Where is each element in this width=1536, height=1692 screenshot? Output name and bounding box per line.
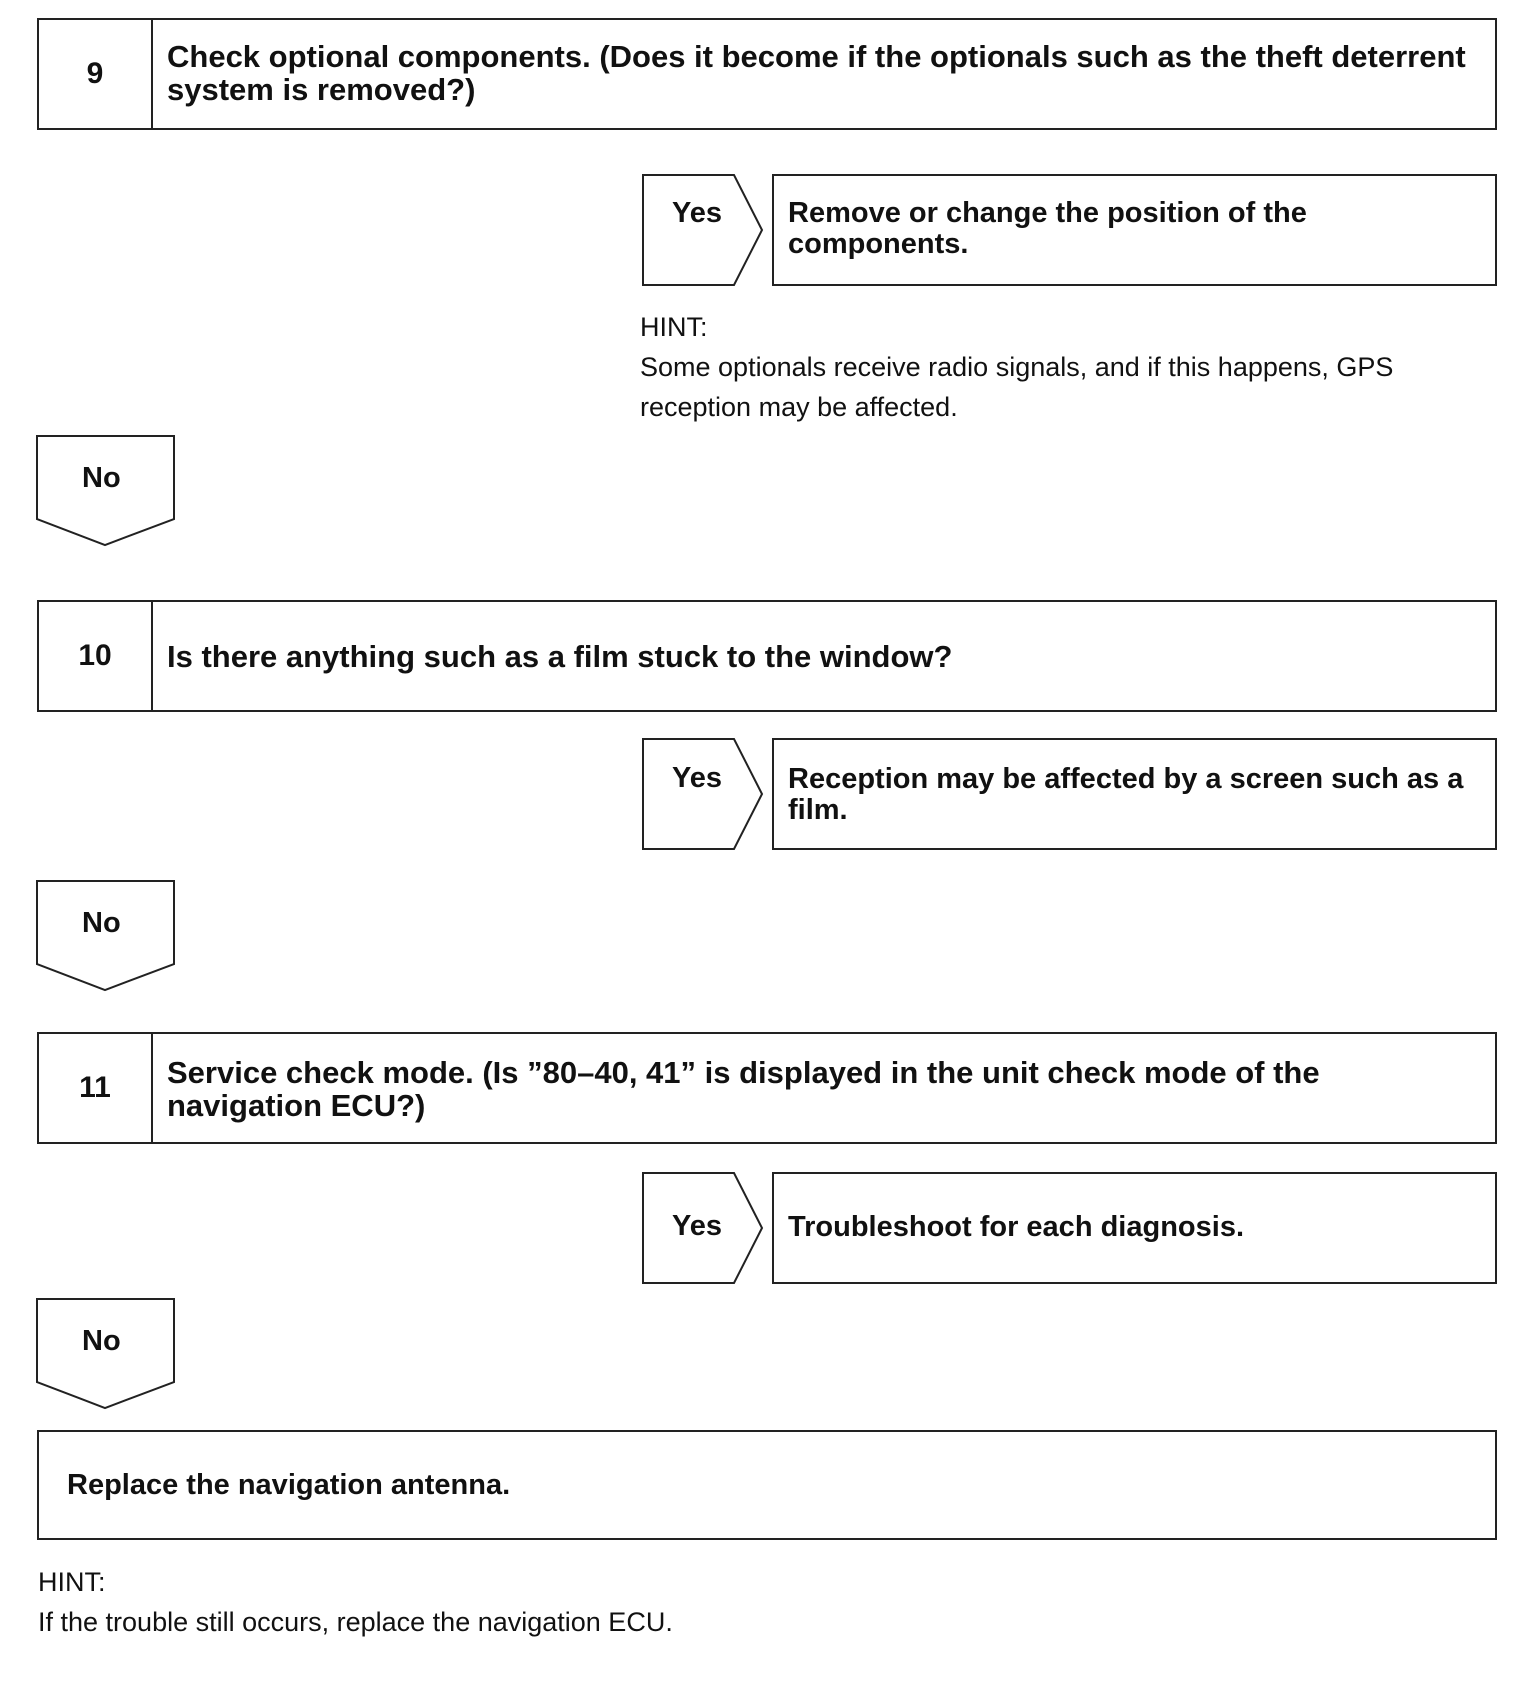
step-9-hint-line1: Some optionals receive radio signals, and if this happens, GPS: [640, 352, 1394, 382]
step-10-yes-arrow: [642, 738, 772, 852]
step-9-question: Check optional components. (Does it become if the optionals such as the theft deterrent system is removed?): [167, 39, 1466, 107]
step-11-no-label: No: [82, 1325, 121, 1357]
final-hint-title: HINT:: [38, 1567, 106, 1597]
step-9-box: [37, 18, 1497, 130]
final-action-text: Replace the navigation antenna.: [67, 1469, 511, 1501]
step-10-box: [37, 600, 1497, 712]
final-hint-text: If the trouble still occurs, replace the navigation ECU.: [38, 1607, 673, 1637]
step-11-yes-result-box: [772, 1172, 1497, 1284]
step-9-yes-label: Yes: [672, 197, 722, 229]
step-11-yes-result: Troubleshoot for each diagnosis.: [788, 1211, 1244, 1243]
step-10-no-label: No: [82, 907, 121, 939]
step-9-hint: [640, 307, 1393, 427]
step-11-number: 11: [39, 1034, 153, 1142]
step-9-number: 9: [39, 20, 153, 128]
step-10-yes-label: Yes: [672, 762, 722, 794]
step-9-yes-result-box: [772, 174, 1497, 286]
step-10-question: Is there anything such as a film stuck to the window?: [167, 639, 953, 674]
step-9-hint-line2: reception may be affected.: [640, 392, 958, 422]
final-action-box: [37, 1430, 1497, 1540]
step-10-yes-result: Reception may be affected by a screen such as a film.: [788, 763, 1464, 826]
step-9-yes-arrow: [642, 174, 772, 288]
step-9-yes-result: Remove or change the position of the components.: [788, 197, 1307, 260]
step-10-yes-result-box: [772, 738, 1497, 850]
final-hint: [38, 1562, 673, 1642]
step-11-question: Service check mode. (Is ”80–40, 41” is displayed in the unit check mode of the navigation ECU?): [167, 1055, 1320, 1123]
step-9-no-label: No: [82, 462, 121, 494]
step-10-number: 10: [39, 602, 153, 710]
step-11-box: [37, 1032, 1497, 1144]
step-9-hint-title: HINT:: [640, 312, 708, 342]
step-11-yes-label: Yes: [672, 1210, 722, 1242]
